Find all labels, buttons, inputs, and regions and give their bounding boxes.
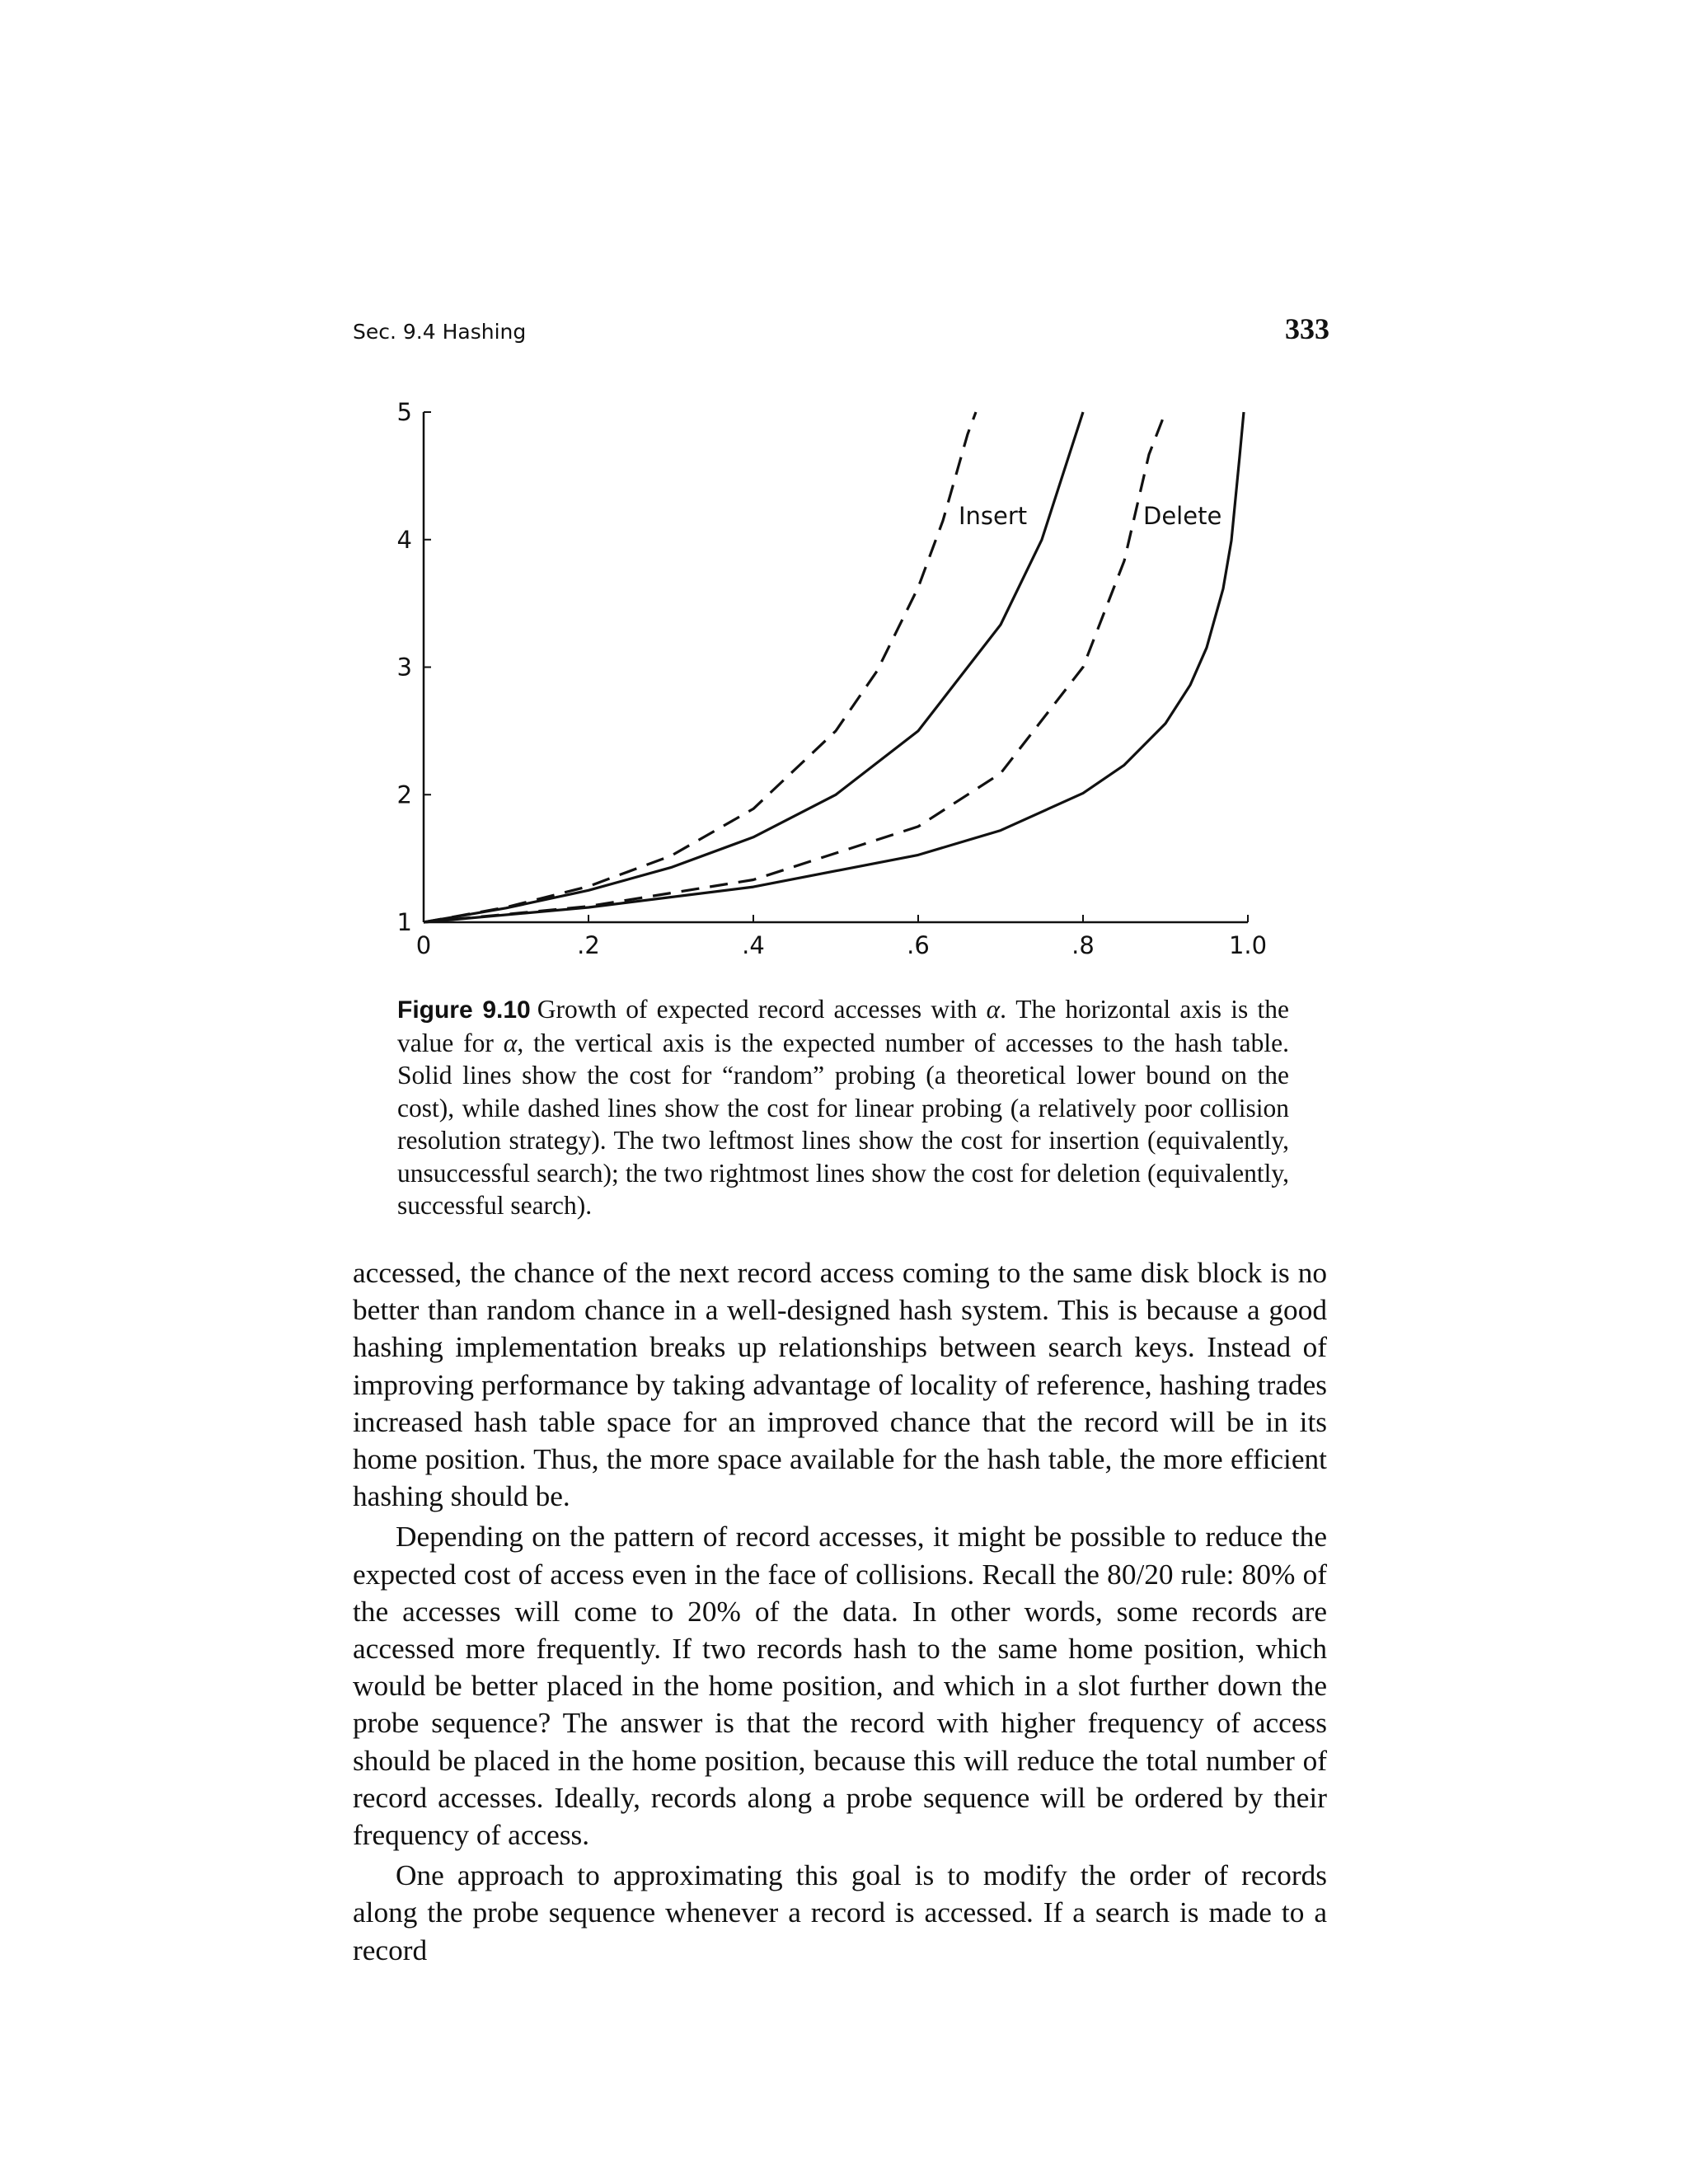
paragraph-3: One approach to approximating this goal is to modify the order of records along the probe sequence whenever a record is accessed. If a search is made to a record xyxy=(353,1859,1327,1966)
annotation-insert: Insert xyxy=(959,502,1028,530)
series-line-2-solid xyxy=(424,412,1083,922)
paragraph-1: accessed, the chance of the next record access coming to the same disk block is no better than random chance in a well-designed hash system. This is because a good hashing implementation breaks up relationships between search keys. Instead of improving performance by taking advantage of locality of reference, hashing trades increased hash table space for an improved chance that the record will be in its home position. Thus, the more space available for the hash table, the more efficient hashing should be. xyxy=(353,1257,1327,1513)
caption-text-2: . The horizontal axis is the value for xyxy=(397,995,1289,1057)
y-tick-label: 1 xyxy=(396,908,412,936)
x-tick-label: 0 xyxy=(415,931,432,959)
y-tick-label: 5 xyxy=(396,398,412,426)
x-tick-label: .8 xyxy=(1071,931,1095,959)
figure-label: Figure 9.10 xyxy=(397,996,531,1024)
x-tick-label: .6 xyxy=(907,931,930,959)
caption-alpha-1: α xyxy=(986,995,1001,1024)
running-head: Sec. 9.4 Hashing xyxy=(353,320,527,344)
y-tick-label: 2 xyxy=(396,780,412,809)
x-tick-label: .4 xyxy=(742,931,765,959)
y-tick-label: 4 xyxy=(396,525,412,554)
figure-caption xyxy=(397,993,1289,1222)
expected-accesses-chart xyxy=(0,0,1688,989)
paragraph-2: Depending on the pattern of record accesses, it might be possible to reduce the expected cost of access even in the face of collisions. Recall the 80/20 rule: 80% of the accesses will come to 20% of the data. In other words, some records are accessed more frequently. If two records hash to the same home position, which would be better placed in the home position, and which in a slot further down the probe sequence? The answer is that the record with higher frequency of access should be placed in the home position, because this will reduce the total number of record accesses. Ideally, records along a probe sequence will be ordered by their frequency of access. xyxy=(353,1521,1327,1852)
page-number: 333 xyxy=(1285,312,1329,345)
series-line-1-dashed xyxy=(424,412,976,922)
chart-axes xyxy=(397,398,1268,959)
caption-text-1: Growth of expected record accesses with xyxy=(537,995,987,1024)
series-line-4-solid xyxy=(424,412,1244,922)
caption-alpha-2: α xyxy=(503,1028,518,1057)
x-tick-label: .2 xyxy=(577,931,600,959)
x-tick-label: 1.0 xyxy=(1228,931,1268,959)
annotation-delete: Delete xyxy=(1143,502,1222,530)
y-tick-label: 3 xyxy=(396,653,412,682)
body-text xyxy=(353,1254,1327,1972)
chart-series xyxy=(424,412,1244,922)
chart-labels xyxy=(959,502,1221,530)
caption-text-3: , the vertical axis is the expected number of accesses to the hash table. Solid lines show the cost for “random” probing (a theoretical lower bound on the cost), while dashed lines show the cost for linear probing (a relatively poor collision resolution strategy). The two leftmost lines show the cost for insertion (equivalently, unsuccessful search); the two rightmost lines show the cost for deletion (equivalently, successful search). xyxy=(397,1028,1289,1220)
series-line-3-dashed xyxy=(424,412,1165,922)
